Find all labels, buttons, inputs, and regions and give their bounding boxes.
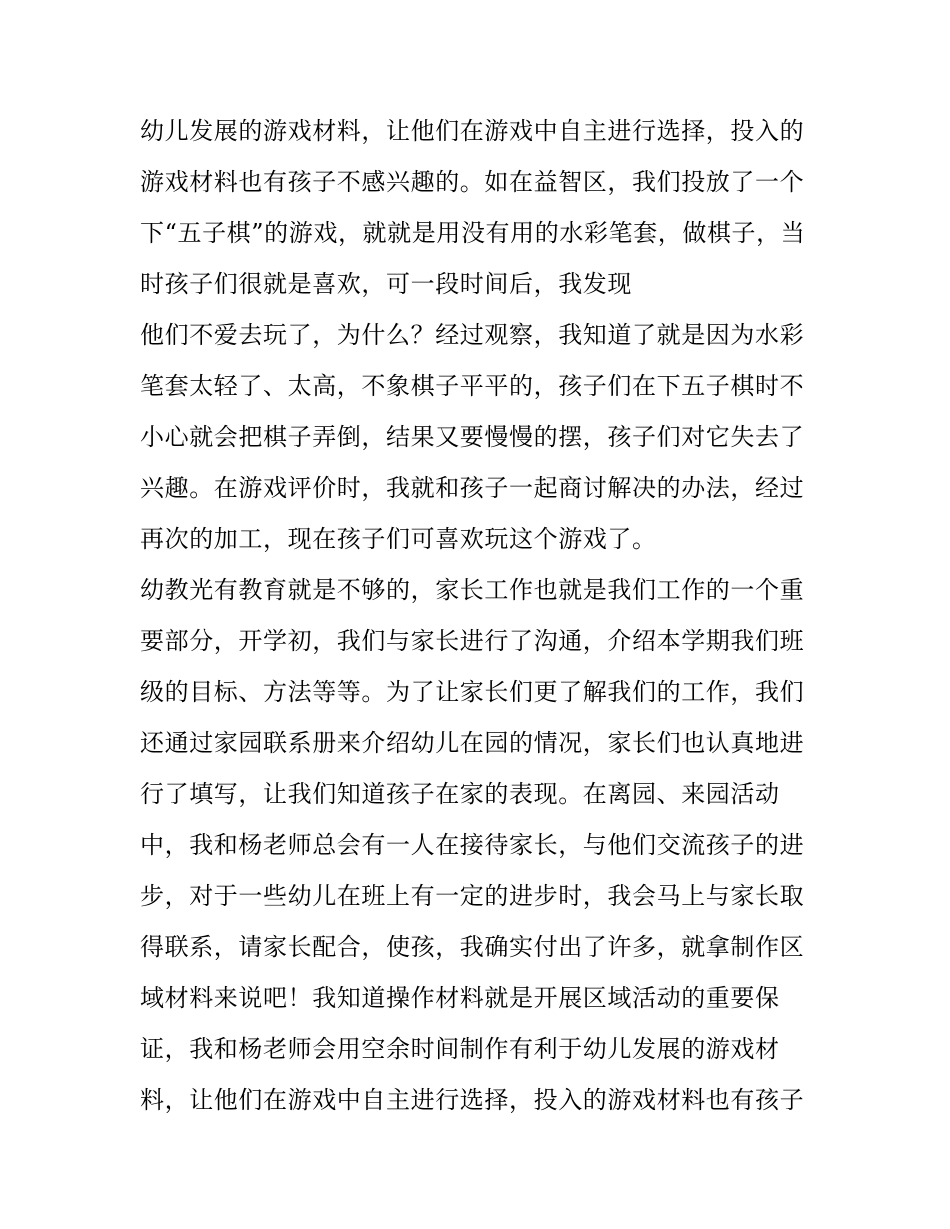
text-line: 幼教光有教育就是不够的，家长工作也就是我们工作的一个重 xyxy=(140,576,805,604)
text-line: 再次的加工，现在孩子们可喜欢玩这个游戏了。 xyxy=(140,525,657,553)
text-line: 中，我和杨老师总会有一人在接待家长，与他们交流孩子的进 xyxy=(140,831,805,859)
text-line: 兴趣。在游戏评价时，我就和孩子一起商讨解决的办法，经过 xyxy=(140,474,805,502)
text-line: 还通过家园联系册来介绍幼儿在园的情况，家长们也认真地进 xyxy=(140,729,805,757)
text-line: 下“五子棋”的游戏，就就是用没有用的水彩笔套，做棋子，当 xyxy=(140,219,806,247)
text-line: 得联系，请家长配合，使孩，我确实付出了许多，就拿制作区 xyxy=(140,933,805,961)
text-line: 域材料来说吧！我知道操作材料就是开展区域活动的重要保 xyxy=(140,984,780,1012)
text-line: 料，让他们在游戏中自主进行选择，投入的游戏材料也有孩子 xyxy=(140,1086,805,1114)
text-line: 小心就会把棋子弄倒，结果又要慢慢的摆，孩子们对它失去了 xyxy=(140,423,805,451)
text-line: 证，我和杨老师会用空余时间制作有利于幼儿发展的游戏材 xyxy=(140,1035,780,1063)
text-line: 时孩子们很就是喜欢，可一段时间后，我发现 xyxy=(140,270,632,298)
text-line: 他们不爱去玩了，为什么？经过观察，我知道了就是因为水彩 xyxy=(140,321,805,349)
text-line: 行了填写，让我们知道孩子在家的表现。在离园、来园活动 xyxy=(140,780,780,808)
text-line: 要部分，开学初，我们与家长进行了沟通，介绍本学期我们班 xyxy=(140,627,805,655)
text-line: 步，对于一些幼儿在班上有一定的进步时，我会马上与家长取 xyxy=(140,882,805,910)
text-line: 笔套太轻了、太高，不象棋子平平的，孩子们在下五子棋时不 xyxy=(140,372,805,400)
text-line: 幼儿发展的游戏材料，让他们在游戏中自主进行选择，投入的 xyxy=(140,117,805,145)
text-line: 游戏材料也有孩子不感兴趣的。如在益智区，我们投放了一个 xyxy=(140,168,805,196)
text-line: 级的目标、方法等等。为了让家长们更了解我们的工作，我们 xyxy=(140,678,805,706)
body-text xyxy=(140,106,820,1126)
